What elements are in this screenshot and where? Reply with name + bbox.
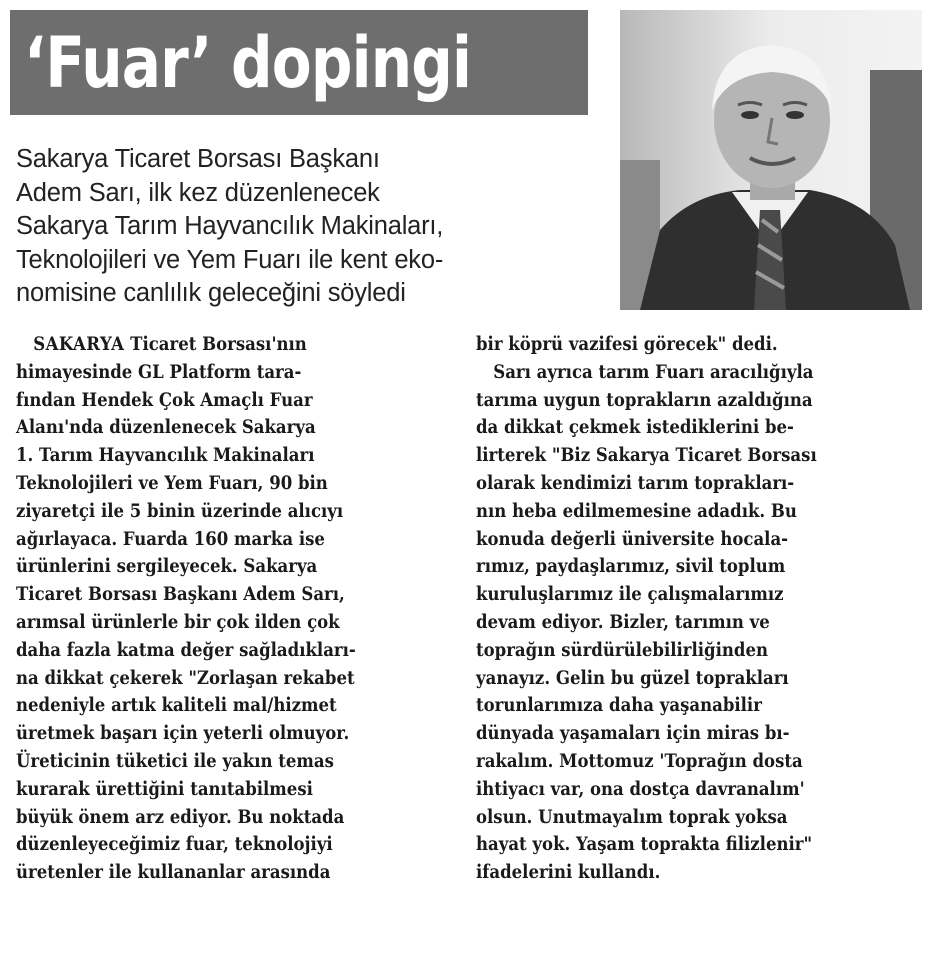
article-line: Sarı ayrıca tarım Fuarı aracılığıyla [476,360,814,383]
article-line: kuruluşlarımız ile çalışmalarımız [476,583,784,606]
article-line: lirterek "Biz Sakarya Ticaret Borsası [476,444,817,467]
article-line: himayesinde GL Platform tara- [16,360,302,383]
lede-line: nomisine canlılık geleceğini söyledi [16,279,406,307]
article-line: ağırlayaca. Fuarda 160 marka ise [16,527,325,550]
portrait-photo [620,10,922,310]
lede-line: Sakarya Ticaret Borsası Başkanı [16,145,380,173]
article-line: konuda değerli üniversite hocala- [476,527,789,550]
article-line: Alanı'nda düzenlenecek Sakarya [16,416,316,439]
article-line: rakalım. Mottomuz 'Toprağın dosta [476,749,803,772]
article-line: üretenler ile kullananlar arasında [16,861,331,884]
article-line: nın heba edilmemesine adadık. Bu [476,499,797,522]
article-line: devam ediyor. Bizler, tarımın ve [476,610,770,633]
article-line: nedeniyle artık kaliteli mal/hizmet [16,694,337,717]
article-line [16,331,399,359]
article-line: bir köprü vazifesi görecek" dedi. [476,333,778,355]
article-column-left [16,331,456,887]
dateline: SAKARYA [33,333,125,355]
article-line: Teknolojileri ve Yem Fuarı, 90 bin [16,471,328,494]
article-line: olarak kendimizi tarım toprakları- [476,471,795,494]
article-line: büyük önem arz ediyor. Bu noktada [16,805,345,828]
article-line: hayat yok. Yaşam toprakta filizlenir" [476,833,813,856]
article-line-text: Ticaret Borsası'nın [124,333,307,355]
article-line: fından Hendek Çok Amaçlı Fuar [16,388,313,411]
article-line: dünyada yaşamaları için miras bı- [476,722,790,745]
portrait-illustration [620,10,922,310]
article-column-right [476,331,926,887]
article-line: torunlarımıza daha yaşanabilir [476,694,762,717]
article-line: Üreticinin tüketici ile yakın temas [16,749,334,772]
article-line: ifadelerini kullandı. [476,861,661,884]
article-line: ürünlerini sergileyecek. Sakarya [16,555,318,578]
article-line: rımız, paydaşlarımız, sivil toplum [476,555,786,578]
article-line: da dikkat çekmek istediklerini be- [476,416,794,439]
article-line: yanayız. Gelin bu güzel toprakları [476,666,789,689]
article-line: kurarak ürettiğini tanıtabilmesi [16,777,313,800]
article-line: Ticaret Borsası Başkanı Adem Sarı, [16,583,345,606]
lede-paragraph [16,143,606,311]
lede-line: Teknolojileri ve Yem Fuarı ile kent eko- [16,245,444,274]
lede-line: Adem Sarı, ilk kez düzenlenecek [16,178,380,207]
headline: ‘Fuar’ dopingi [24,22,472,104]
article-line: toprağın sürdürülebilirliğinden [476,638,769,661]
article-line: ihtiyacı var, ona dostça davranalım' [476,777,805,800]
article-line: ziyaretçi ile 5 binin üzerinde alıcıyı [16,499,344,522]
headline-banner [10,10,588,115]
article-line: daha fazla katma değer sağladıkları- [16,638,356,661]
article-line: arımsal ürünlerle bir çok ilden çok [16,610,340,633]
lede-line: Sakarya Tarım Hayvancılık Makinaları, [16,212,444,240]
article-line: düzenleyeceğimiz fuar, teknolojiyi [16,833,333,856]
article-line: üretmek başarı için yeterli olmuyor. [16,722,350,745]
article-line: na dikkat çekerek "Zorlaşan rekabet [16,666,355,689]
article-line: olsun. Unutmayalım toprak yoksa [476,805,788,828]
article-line: 1. Tarım Hayvancılık Makinaları [16,444,315,467]
article-line: tarıma uygun toprakların azaldığına [476,388,813,411]
